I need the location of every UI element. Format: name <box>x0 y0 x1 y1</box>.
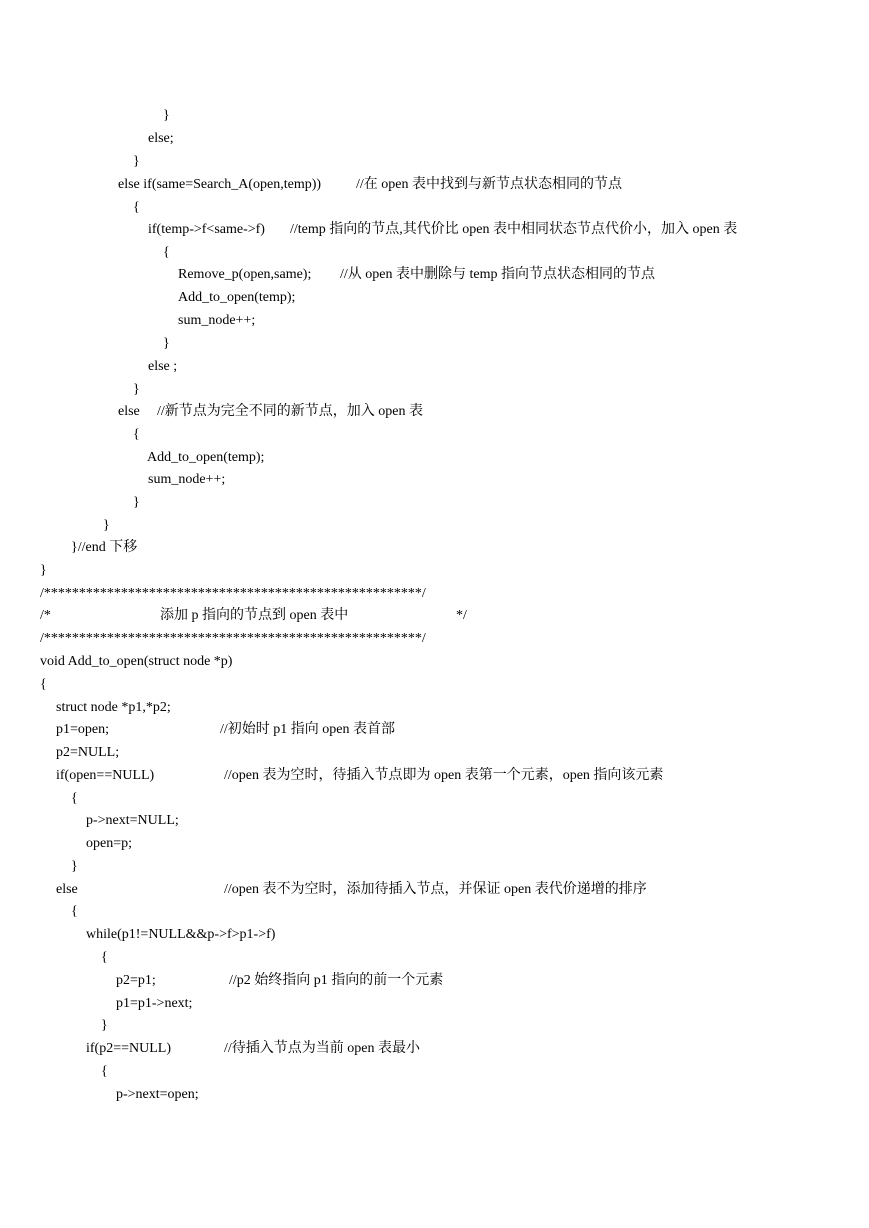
code-line <box>0 585 869 603</box>
code-text: open=p; <box>86 836 132 851</box>
code-text: } <box>103 518 110 533</box>
code-line <box>0 562 869 580</box>
code-text: } <box>101 1018 108 1033</box>
code-line <box>0 358 869 376</box>
code-text: p1=open; <box>56 722 109 737</box>
code-comment: //待插入节点为当前 open 表最小 <box>224 1041 420 1056</box>
code-line <box>0 449 869 467</box>
code-text: else ; <box>148 359 178 374</box>
code-line <box>0 471 869 489</box>
code-comment: //open 表为空时，待插入节点即为 open 表第一个元素，open 指向该元素 <box>224 768 664 783</box>
code-line <box>0 790 869 808</box>
code-text: void Add_to_open(struct node *p) <box>40 654 233 669</box>
code-line <box>0 630 869 648</box>
code-text: } <box>163 108 170 123</box>
code-line <box>0 812 869 830</box>
code-line <box>0 199 869 217</box>
code-line <box>0 221 869 239</box>
code-line <box>0 607 869 625</box>
code-text: p1=p1->next; <box>116 996 193 1011</box>
code-text: /* <box>40 608 51 623</box>
code-text: } <box>133 382 140 397</box>
code-text: if(p2==NULL) <box>86 1041 171 1056</box>
code-text: p2=NULL; <box>56 745 120 760</box>
code-text: } <box>133 495 140 510</box>
code-text: sum_node++; <box>178 313 256 328</box>
code-line <box>0 653 869 671</box>
code-text: struct node *p1,*p2; <box>56 700 171 715</box>
comment-close: */ <box>456 608 467 623</box>
code-text: } <box>163 336 170 351</box>
code-line <box>0 107 869 125</box>
code-line <box>0 335 869 353</box>
code-line <box>0 539 869 557</box>
code-line <box>0 926 869 944</box>
code-text: Remove_p(open,same); <box>178 267 312 282</box>
code-text: { <box>101 950 108 965</box>
code-line <box>0 699 869 717</box>
code-text: p->next=open; <box>116 1087 199 1102</box>
code-comment: //在 open 表中找到与新节点状态相同的节点 <box>356 177 622 192</box>
code-line <box>0 903 869 921</box>
code-line <box>0 972 869 990</box>
code-comment: //初始时 p1 指向 open 表首部 <box>220 722 395 737</box>
code-text: sum_node++; <box>148 472 226 487</box>
code-text: { <box>101 1064 108 1079</box>
code-line <box>0 949 869 967</box>
code-comment: 添加 p 指向的节点到 open 表中 <box>160 608 349 623</box>
code-text: if(temp->f<same->f) <box>148 222 265 237</box>
code-text: else if(same=Search_A(open,temp)) <box>118 177 322 192</box>
code-line <box>0 767 869 785</box>
code-text: { <box>71 791 78 806</box>
code-line <box>0 835 869 853</box>
code-line <box>0 744 869 762</box>
code-text: while(p1!=NULL&&p->f>p1->f) <box>86 927 276 942</box>
code-line <box>0 130 869 148</box>
code-text: { <box>133 200 140 215</box>
code-line <box>0 289 869 307</box>
code-line <box>0 881 869 899</box>
code-line <box>0 1017 869 1035</box>
code-text: if(open==NULL) <box>56 768 155 783</box>
code-comment: //p2 始终指向 p1 指向的前一个元素 <box>229 973 444 988</box>
code-line <box>0 995 869 1013</box>
code-comment: //从 open 表中删除与 temp 指向节点状态相同的节点 <box>340 267 655 282</box>
code-line <box>0 858 869 876</box>
code-text: else; <box>148 131 174 146</box>
code-comment: //temp 指向的节点,其代价比 open 表中相同状态节点代价小，加入 open 表 <box>290 222 738 237</box>
code-line <box>0 312 869 330</box>
code-line <box>0 721 869 739</box>
code-text: } <box>133 154 140 169</box>
code-line <box>0 403 869 421</box>
code-line <box>0 517 869 535</box>
code-text: { <box>133 427 140 442</box>
code-line <box>0 176 869 194</box>
code-line <box>0 494 869 512</box>
code-line <box>0 426 869 444</box>
code-line <box>0 1086 869 1104</box>
code-line <box>0 266 869 284</box>
code-text: else <box>118 404 140 419</box>
code-text: } <box>40 563 47 578</box>
code-text: /******************************************************/ <box>40 631 426 646</box>
code-line <box>0 381 869 399</box>
code-comment: //新节点为完全不同的新节点，加入 open 表 <box>157 404 423 419</box>
code-text: { <box>71 904 78 919</box>
code-line <box>0 244 869 262</box>
code-line <box>0 1040 869 1058</box>
code-text: Add_to_open(temp); <box>178 290 296 305</box>
code-line <box>0 1063 869 1081</box>
code-text: }//end 下移 <box>71 540 138 555</box>
code-comment: //open 表不为空时，添加待插入节点，并保证 open 表代价递增的排序 <box>224 882 647 897</box>
code-text: { <box>163 245 170 260</box>
code-line <box>0 153 869 171</box>
code-text: { <box>40 677 47 692</box>
code-text: else <box>56 882 78 897</box>
code-text: Add_to_open(temp); <box>147 450 265 465</box>
code-text: p->next=NULL; <box>86 813 179 828</box>
code-text: p2=p1; <box>116 973 156 988</box>
code-text: } <box>71 859 78 874</box>
code-line <box>0 676 869 694</box>
code-text: /******************************************************/ <box>40 586 426 601</box>
